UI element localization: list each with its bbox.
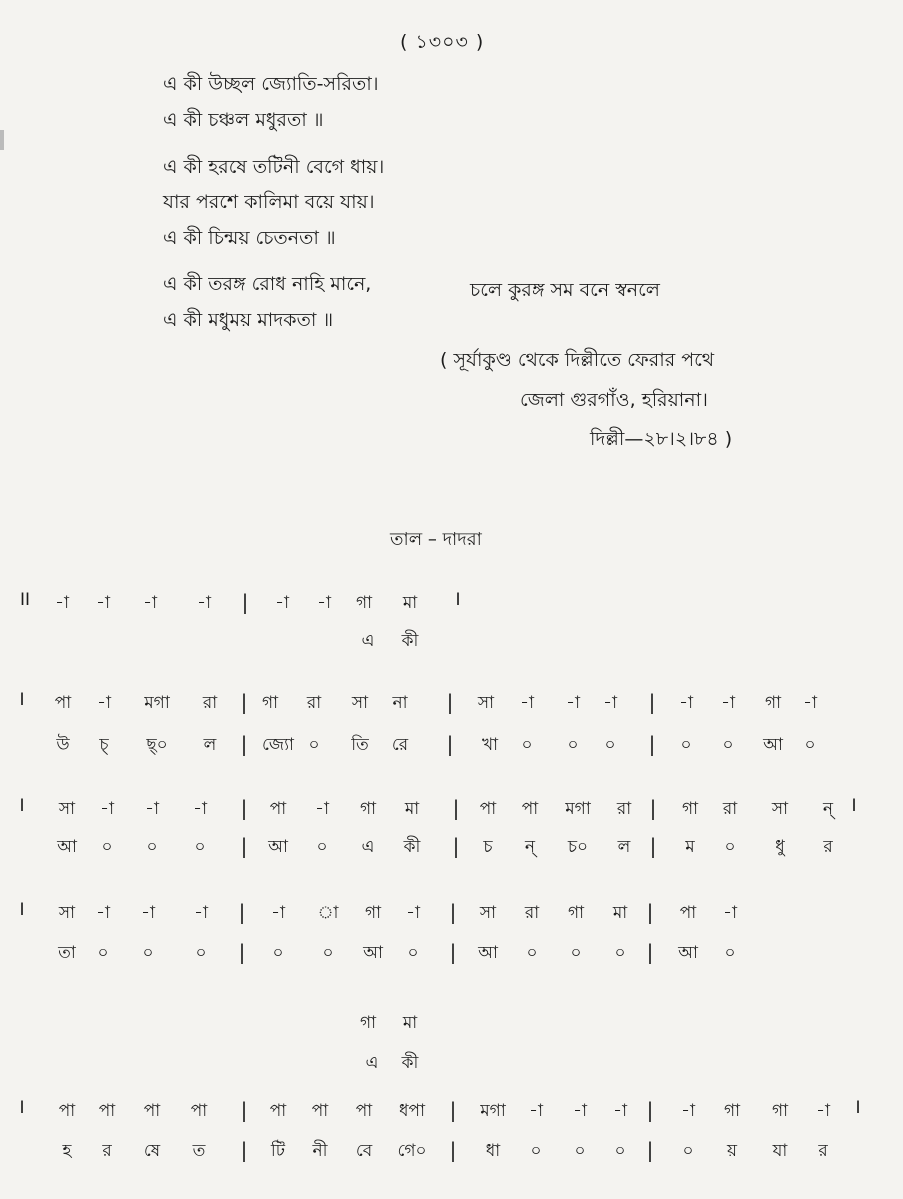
notation-note: মগা xyxy=(480,1101,506,1121)
notation-row-2-notes xyxy=(0,690,903,720)
notation-note: -া xyxy=(143,593,157,613)
notation-note: -া xyxy=(197,593,211,613)
notation-syllable: য় xyxy=(726,1141,738,1161)
notation-syllable: ০ xyxy=(101,837,113,857)
notation-syllable: ০ xyxy=(142,943,154,963)
notation-note: -া xyxy=(529,1101,543,1121)
notation-row-6-notes xyxy=(0,1098,903,1128)
bar-line: | xyxy=(240,732,248,756)
notation-note: I xyxy=(19,796,25,816)
notation-note: গা xyxy=(771,1101,789,1121)
bar-line: | xyxy=(449,940,457,964)
notation-row-5-lyrics xyxy=(0,1050,903,1080)
bar-line: | xyxy=(240,834,248,858)
notation-syllable: ০ xyxy=(308,735,320,755)
notation-note: পা xyxy=(54,693,72,713)
notation-note: পা xyxy=(143,1101,161,1121)
notation-note: -া xyxy=(145,799,159,819)
notation-note: -া xyxy=(315,799,329,819)
notation-syllable: ০ xyxy=(322,943,334,963)
notation-note: I xyxy=(19,1098,25,1118)
notation-syllable: আ xyxy=(763,735,783,755)
bar-line: | xyxy=(240,690,248,714)
lyric-line-6: এ কী তরঙ্গ রোধ নাহি মানে, xyxy=(163,273,372,295)
notation-note: মা xyxy=(612,903,628,923)
notation-note: ধপা xyxy=(399,1101,425,1121)
notation-syllable: ০ xyxy=(407,943,419,963)
notation-syllable: ০ xyxy=(722,735,734,755)
notation-row-4-lyrics xyxy=(0,940,903,970)
notation-note: গা xyxy=(723,1101,741,1121)
notation-syllable: ন্ xyxy=(524,837,536,857)
notation-syllable: ০ xyxy=(195,943,207,963)
notation-syllable: চ০ xyxy=(567,837,589,857)
notation-syllable: খা xyxy=(481,735,499,755)
notation-syllable: ০ xyxy=(272,943,284,963)
notation-syllable: তা xyxy=(58,943,76,963)
notation-note: পা xyxy=(98,1101,116,1121)
notation-syllable: এ xyxy=(365,1053,379,1073)
lyric-line-2: এ কী চঞ্চল মধুরতা ॥ xyxy=(163,109,324,131)
notation-note: -া xyxy=(194,903,208,923)
notation-syllable: ০ xyxy=(146,837,158,857)
notation-syllable: আ xyxy=(478,943,498,963)
notation-syllable: ষে xyxy=(143,1141,161,1161)
notation-note: পা xyxy=(355,1101,373,1121)
notation-note: পা xyxy=(269,1101,287,1121)
notation-syllable: ম xyxy=(685,837,695,857)
notation-syllable: হ xyxy=(62,1141,72,1161)
notation-note: সা xyxy=(58,903,76,923)
notation-syllable: ল xyxy=(617,837,631,857)
note-line-2: জেলা গুরগাঁও, হরিয়ানা। xyxy=(520,389,708,411)
notation-syllable: ০ xyxy=(521,735,533,755)
notation-note: -া xyxy=(613,1101,627,1121)
notation-syllable: র xyxy=(823,837,833,857)
notation-syllable: জ্যো xyxy=(262,735,294,755)
notation-syllable: ধু xyxy=(775,837,785,857)
notation-syllable: কী xyxy=(403,837,421,857)
notation-syllable: ০ xyxy=(804,735,816,755)
notation-syllable: ০ xyxy=(316,837,328,857)
notation-note: মগা xyxy=(144,693,170,713)
notation-note: পা xyxy=(269,799,287,819)
bar-line: | xyxy=(240,1098,248,1122)
bar-line: | xyxy=(238,900,246,924)
notation-note: -া xyxy=(275,593,289,613)
notation-note: ন্ xyxy=(822,799,834,819)
notation-row-6-lyrics xyxy=(0,1138,903,1168)
notation-note: -া xyxy=(679,693,693,713)
notation-syllable: ছ্০ xyxy=(146,735,168,755)
bar-line: | xyxy=(452,796,460,820)
bar-line: | xyxy=(449,900,457,924)
notation-note: মা xyxy=(402,1013,418,1033)
bar-line: | xyxy=(449,1098,457,1122)
notation-syllable: ০ xyxy=(530,1141,542,1161)
bar-line: | xyxy=(646,1098,654,1122)
lyric-line-4: যার পরশে কালিমা বয়ে যায়। xyxy=(163,191,375,213)
notation-syllable: ০ xyxy=(194,837,206,857)
notation-syllable: ল xyxy=(203,735,217,755)
notation-syllable: ধা xyxy=(485,1141,501,1161)
notation-note: -া xyxy=(520,693,534,713)
notation-row-5-notes xyxy=(0,1010,903,1040)
bar-line: | xyxy=(446,732,454,756)
notation-note: সা xyxy=(351,693,369,713)
notation-note: -া xyxy=(566,693,580,713)
notation-syllable: ০ xyxy=(567,735,579,755)
notation-note: -া xyxy=(100,799,114,819)
bar-line: | xyxy=(649,796,657,820)
notation-note: গা xyxy=(764,693,782,713)
notation-note: পা xyxy=(479,799,497,819)
notation-note: -া xyxy=(271,903,285,923)
notation-note: I xyxy=(19,900,25,920)
bar-line: | xyxy=(240,1138,248,1162)
notation-note: পা xyxy=(190,1101,208,1121)
bar-line: | xyxy=(452,834,460,858)
notation-syllable: ০ xyxy=(680,735,692,755)
notation-note: পা xyxy=(311,1101,329,1121)
notation-syllable: ত xyxy=(192,1141,206,1161)
notation-note: গা xyxy=(355,593,373,613)
scan-edge-mark xyxy=(0,130,4,150)
lyric-line-8: এ কী মধুময় মাদকতা ॥ xyxy=(163,309,334,331)
page-number: ( ১৩০৩ ) xyxy=(400,31,485,53)
notation-syllable: ০ xyxy=(614,943,626,963)
notation-syllable: কী xyxy=(401,631,419,651)
notation-note: -া xyxy=(603,693,617,713)
notation-syllable: র xyxy=(818,1141,828,1161)
notation-syllable: ০ xyxy=(724,943,736,963)
notation-syllable: ০ xyxy=(526,943,538,963)
notation-note: I xyxy=(19,690,25,710)
bar-line: | xyxy=(646,1138,654,1162)
notation-note: গা xyxy=(567,903,585,923)
notation-syllable: চ্ xyxy=(99,735,109,755)
notation-syllable: বে xyxy=(355,1141,373,1161)
notation-syllable: ০ xyxy=(604,735,616,755)
notation-note: -া xyxy=(406,903,420,923)
notation-syllable: চ xyxy=(483,837,493,857)
notation-note: সা xyxy=(771,799,789,819)
notation-row-3-notes xyxy=(0,796,903,826)
lyric-line-5: এ কী চিন্ময় চেতনতা ॥ xyxy=(163,227,336,249)
notation-syllable: রে xyxy=(391,735,409,755)
notation-syllable: আ xyxy=(678,943,698,963)
notation-note: I xyxy=(855,1098,861,1118)
notation-note: মা xyxy=(404,799,420,819)
notation-syllable: কী xyxy=(401,1053,419,1073)
notation-note: -া xyxy=(803,693,817,713)
notation-row-1-notes xyxy=(0,590,903,620)
notation-syllable: এ xyxy=(361,631,375,651)
notation-syllable: ০ xyxy=(614,1141,626,1161)
notation-note: I xyxy=(851,796,857,816)
notation-note: -া xyxy=(96,903,110,923)
notation-note: রা xyxy=(202,693,218,713)
notation-note: পা xyxy=(521,799,539,819)
notation-note: গা xyxy=(364,903,382,923)
notation-syllable: গে০ xyxy=(397,1141,427,1161)
notation-syllable: তি xyxy=(351,735,369,755)
notation-note: -া xyxy=(55,593,69,613)
note-line-1: ( সূর্যাকুণ্ড থেকে দিল্লীতে ফেরার পথে xyxy=(440,349,715,371)
notation-note: -া xyxy=(193,799,207,819)
notation-note: -া xyxy=(721,693,735,713)
lyric-line-3: এ কী হরষে তটিনী বেগে ধায়। xyxy=(163,156,385,178)
notation-note: -া xyxy=(573,1101,587,1121)
notation-syllable: আ xyxy=(268,837,288,857)
notation-note: -া xyxy=(96,593,110,613)
bar-line: | xyxy=(449,1138,457,1162)
notation-note: II xyxy=(19,590,31,610)
notation-note: সা xyxy=(58,799,76,819)
notation-syllable: ০ xyxy=(570,943,582,963)
notation-note: া xyxy=(317,903,339,923)
notation-note: গা xyxy=(359,799,377,819)
bar-line: | xyxy=(240,796,248,820)
notation-syllable: যা xyxy=(772,1141,788,1161)
notation-note: পা xyxy=(58,1101,76,1121)
notation-note: I xyxy=(455,590,461,610)
bar-line: | xyxy=(649,834,657,858)
notation-row-3-lyrics xyxy=(0,834,903,864)
bar-line: | xyxy=(646,940,654,964)
notation-note: গা xyxy=(261,693,279,713)
notation-note: রা xyxy=(722,799,738,819)
notation-row-4-notes xyxy=(0,900,903,930)
notation-note: সা xyxy=(477,693,495,713)
notation-note: মগা xyxy=(565,799,591,819)
note-line-3: দিল্লী—২৮।২।৮৪ ) xyxy=(590,428,733,450)
notation-note: -া xyxy=(681,1101,695,1121)
lyric-line-1: এ কী উচ্ছল জ্যোতি-সরিতা। xyxy=(163,73,379,95)
notation-note: -া xyxy=(723,903,737,923)
notation-note: গা xyxy=(359,1013,377,1033)
notation-syllable: র xyxy=(102,1141,112,1161)
notation-syllable: এ xyxy=(361,837,375,857)
notation-row-1-lyrics xyxy=(0,628,903,658)
notation-syllable: ০ xyxy=(97,943,109,963)
bar-line: | xyxy=(648,690,656,714)
notation-row-2-lyrics xyxy=(0,732,903,762)
notation-syllable: ০ xyxy=(574,1141,586,1161)
tala-label: তাল – দাদরা xyxy=(390,529,482,550)
bar-line: | xyxy=(646,900,654,924)
bar-line: | xyxy=(648,732,656,756)
notation-syllable: টি xyxy=(270,1141,286,1161)
notation-syllable: নী xyxy=(312,1141,328,1161)
notation-syllable: ০ xyxy=(682,1141,694,1161)
notation-syllable: উ xyxy=(56,735,70,755)
notation-note: রা xyxy=(306,693,322,713)
bar-line: | xyxy=(446,690,454,714)
notation-syllable: ০ xyxy=(724,837,736,857)
notation-note: -া xyxy=(141,903,155,923)
notation-note: পা xyxy=(679,903,697,923)
bar-line: | xyxy=(241,590,249,614)
notation-note: রা xyxy=(616,799,632,819)
notation-note: -া xyxy=(317,593,331,613)
notation-syllable: আ xyxy=(363,943,383,963)
notation-note: -া xyxy=(816,1101,830,1121)
lyric-line-7: চলে কুরঙ্গ সম বনে স্বনলে xyxy=(470,279,660,301)
notation-note: সা xyxy=(479,903,497,923)
notation-note: না xyxy=(392,693,408,713)
notation-note: -া xyxy=(97,693,111,713)
notation-note: রা xyxy=(524,903,540,923)
bar-line: | xyxy=(238,940,246,964)
notation-note: গা xyxy=(681,799,699,819)
notation-note: মা xyxy=(402,593,418,613)
notation-syllable: আ xyxy=(57,837,77,857)
